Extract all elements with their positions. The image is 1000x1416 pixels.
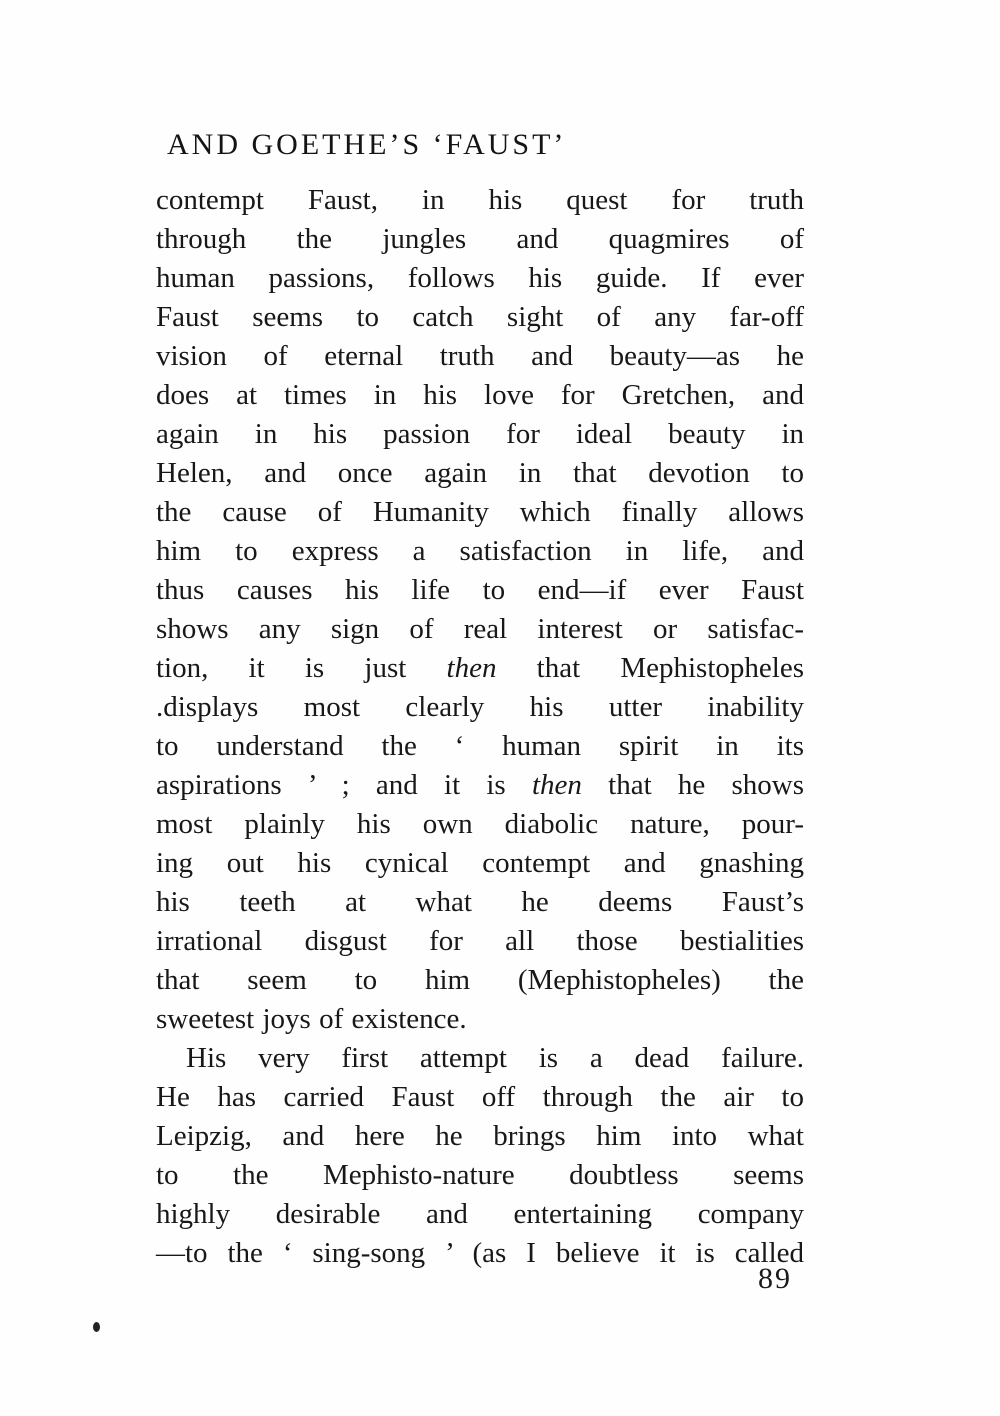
page-number: 89	[758, 1262, 792, 1295]
text-segment: tion, it is just	[156, 652, 447, 684]
text-segment: thus causes his life to end—if ever Faust	[156, 574, 804, 606]
text-segment: to understand the ‘ human spirit in its	[156, 730, 804, 762]
text-line	[156, 922, 804, 961]
text-line	[156, 1078, 804, 1117]
text-segment: him to express a satisfaction in life, and	[156, 535, 804, 567]
text-segment: does at times in his love for Gretchen, and	[156, 379, 804, 411]
text-segment: .displays most clearly his utter inability	[156, 691, 804, 723]
text-segment: contempt Faust, in his quest for truth	[156, 184, 804, 216]
text-segment: shows any sign of real interest or satisfac-	[156, 613, 804, 645]
text-line	[156, 532, 804, 571]
text-segment: that he shows	[581, 769, 804, 801]
text-line	[156, 1234, 804, 1273]
text-line	[156, 337, 804, 376]
text-line	[156, 1195, 804, 1234]
paragraph	[156, 181, 804, 1039]
text-line	[156, 259, 804, 298]
text-segment: He has carried Faust off through the air to	[156, 1081, 804, 1113]
text-segment: most plainly his own diabolic nature, pour-	[156, 808, 804, 840]
text-segment: Faust seems to catch sight of any far-off	[156, 301, 804, 333]
text-segment: ing out his cynical contempt and gnashing	[156, 847, 804, 879]
text-segment: that seem to him (Mephistopheles) the	[156, 964, 804, 996]
text-line	[156, 610, 804, 649]
text-segment: again in his passion for ideal beauty in	[156, 418, 804, 450]
text-segment: human passions, follows his guide. If ever	[156, 262, 804, 294]
text-line	[156, 961, 804, 1000]
text-line	[156, 298, 804, 337]
text-line	[156, 766, 804, 805]
text-line	[156, 727, 804, 766]
text-segment: through the jungles and quagmires of	[156, 223, 804, 255]
text-segment: irrational disgust for all those bestialities	[156, 925, 804, 957]
text-line	[156, 493, 804, 532]
text-line	[156, 844, 804, 883]
text-line	[156, 220, 804, 259]
text-line	[156, 571, 804, 610]
text-segment: highly desirable and entertaining company	[156, 1198, 804, 1230]
text-line	[156, 1000, 804, 1039]
text-line	[156, 883, 804, 922]
ink-speck	[93, 1322, 100, 1332]
text-segment: Helen, and once again in that devotion to	[156, 457, 804, 489]
text-line	[156, 1156, 804, 1195]
running-header: AND GOETHE’S ‘FAUST’	[167, 128, 567, 161]
italic-text: then	[531, 769, 582, 801]
text-line	[156, 649, 804, 688]
text-segment: sweetest joys of existence.	[156, 1003, 467, 1035]
text-segment: Leipzig, and here he brings him into what	[156, 1120, 804, 1152]
text-segment: vision of eternal truth and beauty—as he	[156, 340, 804, 372]
page-body	[156, 181, 804, 1273]
text-segment: His very first attempt is a dead failure.	[186, 1042, 804, 1074]
text-segment: his teeth at what he deems Faust’s	[156, 886, 804, 918]
text-segment: that Mephistopheles	[496, 652, 804, 684]
text-line	[156, 1039, 804, 1078]
text-line	[156, 454, 804, 493]
paragraph	[156, 1039, 804, 1273]
text-line	[156, 376, 804, 415]
text-line	[156, 688, 804, 727]
text-line	[156, 805, 804, 844]
text-line	[156, 415, 804, 454]
text-segment: —to the ‘ sing-song ’ (as I believe it is called	[156, 1237, 804, 1269]
text-line	[156, 181, 804, 220]
italic-text: then	[446, 652, 497, 684]
text-segment: to the Mephisto-nature doubtless seems	[156, 1159, 804, 1191]
text-segment: the cause of Humanity which finally allows	[156, 496, 804, 528]
text-segment: aspirations ’ ; and it is	[156, 769, 532, 801]
text-line	[156, 1117, 804, 1156]
